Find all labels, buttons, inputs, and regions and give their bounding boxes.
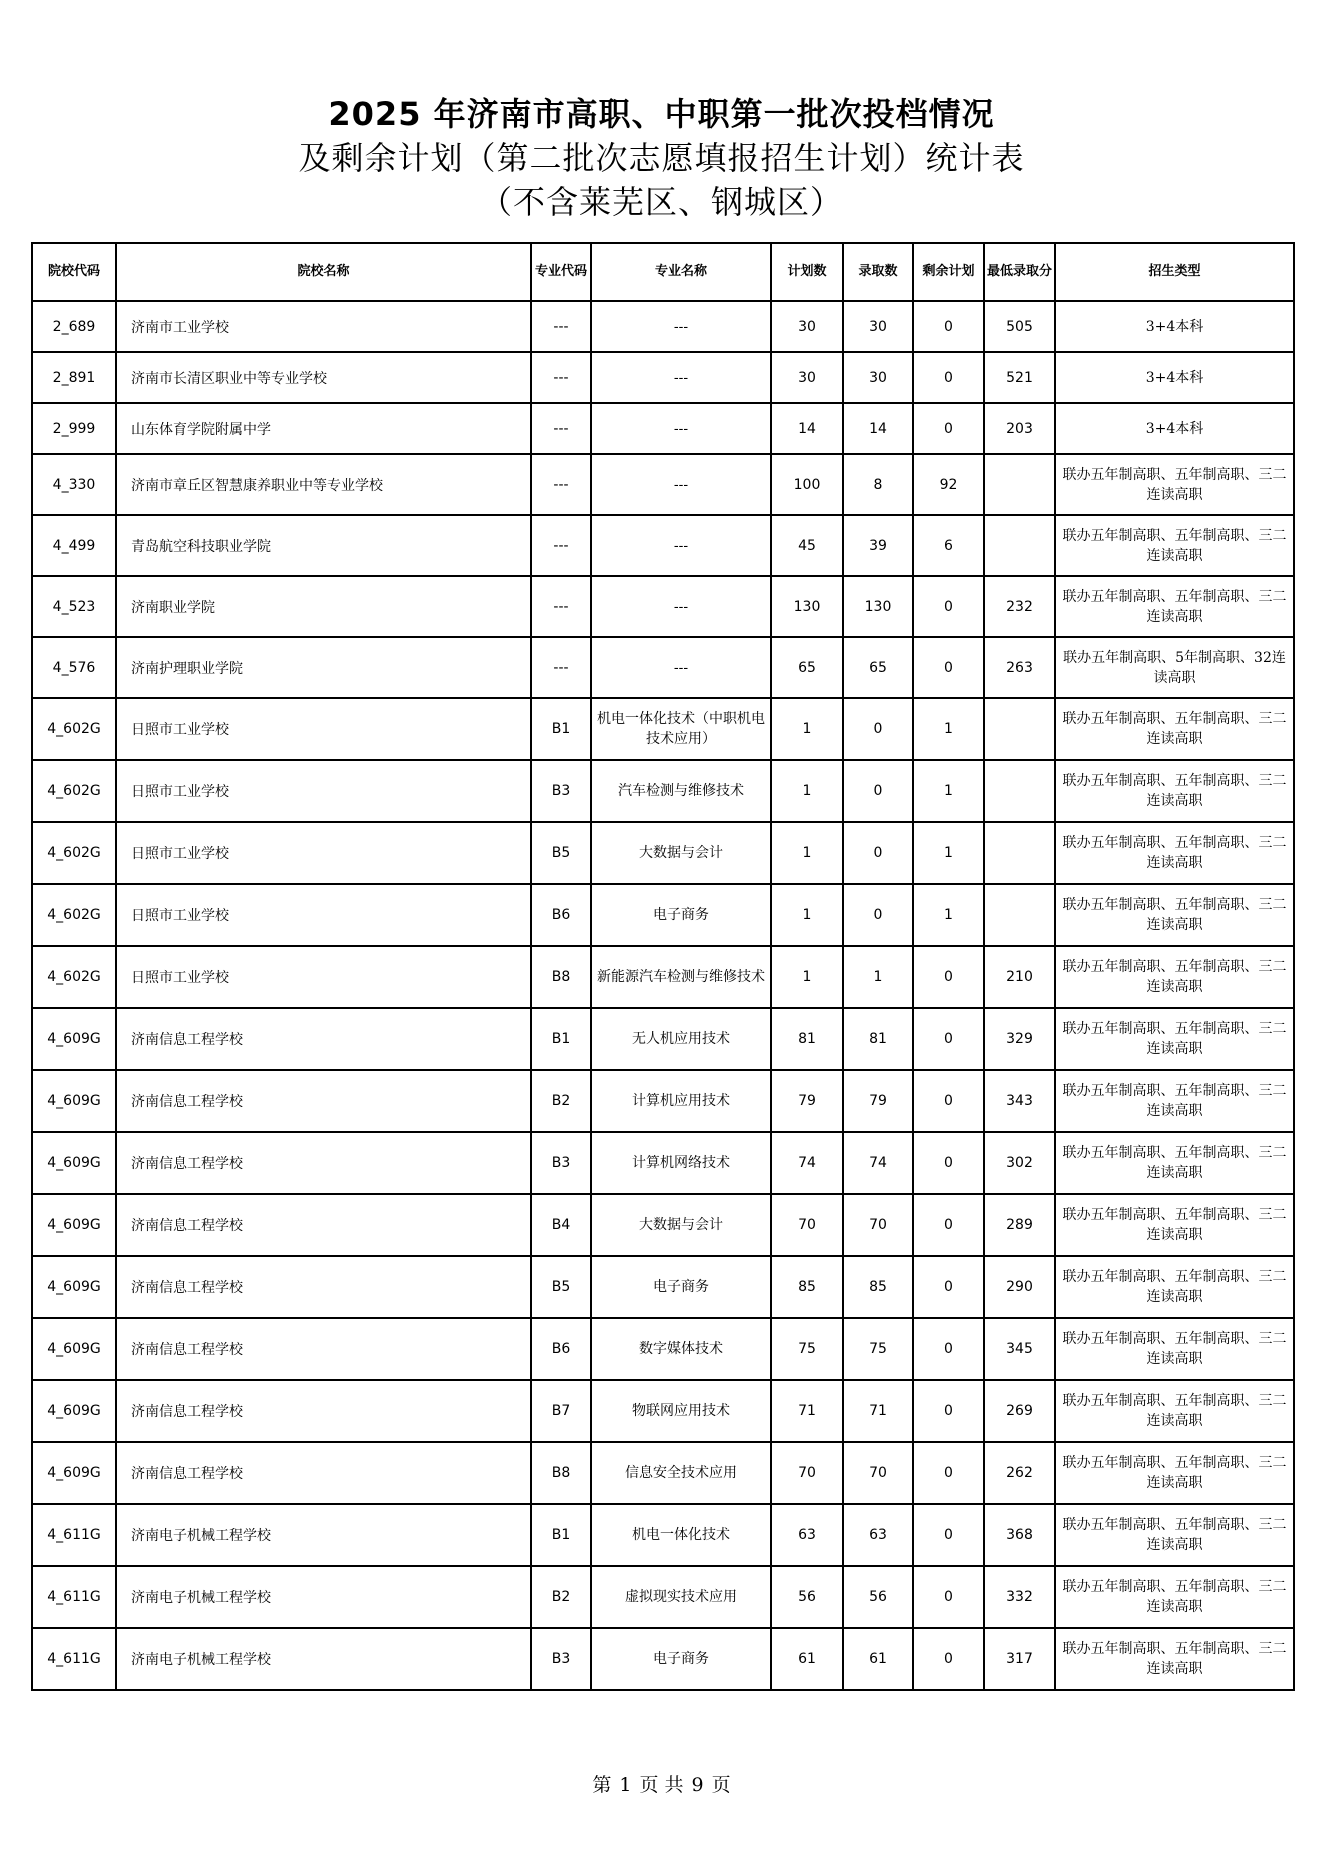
cell-enrollment-type: 联办五年制高职、五年制高职、三二连读高职 — [1055, 1628, 1294, 1690]
cell-school-name: 日照市工业学校 — [116, 884, 531, 946]
cell-major-code: --- — [531, 301, 591, 352]
cell-enrollment-type: 联办五年制高职、五年制高职、三二连读高职 — [1055, 1380, 1294, 1442]
cell-major-code: --- — [531, 352, 591, 403]
table-row — [32, 1194, 1294, 1256]
cell-min-score: 210 — [984, 946, 1055, 1008]
header-major-code: 专业代码 — [531, 243, 591, 301]
cell-remaining-plan: 1 — [913, 884, 984, 946]
cell-admitted-count: 79 — [843, 1070, 913, 1132]
cell-enrollment-type: 联办五年制高职、五年制高职、三二连读高职 — [1055, 698, 1294, 760]
cell-major-name: 物联网应用技术 — [591, 1380, 771, 1442]
header-school-code: 院校代码 — [32, 243, 116, 301]
cell-school-name: 日照市工业学校 — [116, 822, 531, 884]
cell-enrollment-type: 联办五年制高职、五年制高职、三二连读高职 — [1055, 760, 1294, 822]
title-line-1: 2025 年济南市高职、中职第一批次投档情况 — [328, 95, 995, 133]
cell-school-code: 4_576 — [32, 637, 116, 698]
cell-admitted-count: 30 — [843, 352, 913, 403]
cell-major-code: B1 — [531, 1008, 591, 1070]
cell-min-score: 302 — [984, 1132, 1055, 1194]
cell-remaining-plan: 0 — [913, 1194, 984, 1256]
cell-min-score: 290 — [984, 1256, 1055, 1318]
cell-admitted-count: 61 — [843, 1628, 913, 1690]
cell-enrollment-type: 联办五年制高职、五年制高职、三二连读高职 — [1055, 1504, 1294, 1566]
cell-plan-count: 85 — [771, 1256, 843, 1318]
cell-major-code: --- — [531, 637, 591, 698]
cell-enrollment-type: 联办五年制高职、五年制高职、三二连读高职 — [1055, 576, 1294, 637]
table-row — [32, 760, 1294, 822]
cell-major-name: 机电一体化技术（中职机电技术应用） — [591, 698, 771, 760]
cell-school-name: 济南信息工程学校 — [116, 1380, 531, 1442]
cell-school-name: 济南信息工程学校 — [116, 1318, 531, 1380]
cell-major-code: B8 — [531, 1442, 591, 1504]
cell-school-code: 4_523 — [32, 576, 116, 637]
cell-plan-count: 14 — [771, 403, 843, 454]
cell-plan-count: 81 — [771, 1008, 843, 1070]
cell-major-name: 大数据与会计 — [591, 1194, 771, 1256]
header-school-name: 院校名称 — [116, 243, 531, 301]
table-row — [32, 1442, 1294, 1504]
cell-enrollment-type: 联办五年制高职、五年制高职、三二连读高职 — [1055, 1132, 1294, 1194]
cell-major-name: --- — [591, 454, 771, 515]
cell-school-name: 济南信息工程学校 — [116, 1132, 531, 1194]
cell-remaining-plan: 0 — [913, 637, 984, 698]
cell-major-code: --- — [531, 576, 591, 637]
table-row — [32, 403, 1294, 454]
cell-major-name: 新能源汽车检测与维修技术 — [591, 946, 771, 1008]
cell-remaining-plan: 0 — [913, 1132, 984, 1194]
admission-table — [31, 242, 1295, 1691]
cell-plan-count: 75 — [771, 1318, 843, 1380]
cell-school-code: 4_602G — [32, 884, 116, 946]
cell-remaining-plan: 1 — [913, 698, 984, 760]
cell-school-name: 青岛航空科技职业学院 — [116, 515, 531, 576]
cell-admitted-count: 14 — [843, 403, 913, 454]
cell-remaining-plan: 0 — [913, 1380, 984, 1442]
cell-remaining-plan: 0 — [913, 1008, 984, 1070]
footer-suffix: 页 — [711, 1774, 731, 1796]
cell-remaining-plan: 0 — [913, 1318, 984, 1380]
table-row — [32, 352, 1294, 403]
header-enrollment-type: 招生类型 — [1055, 243, 1294, 301]
cell-min-score: 521 — [984, 352, 1055, 403]
cell-school-code: 4_609G — [32, 1380, 116, 1442]
cell-school-code: 2_689 — [32, 301, 116, 352]
cell-remaining-plan: 0 — [913, 946, 984, 1008]
cell-major-code: --- — [531, 403, 591, 454]
cell-min-score: 269 — [984, 1380, 1055, 1442]
footer-prefix: 第 — [592, 1774, 612, 1796]
cell-school-code: 4_602G — [32, 946, 116, 1008]
cell-admitted-count: 0 — [843, 822, 913, 884]
cell-school-name: 日照市工业学校 — [116, 946, 531, 1008]
cell-min-score: 505 — [984, 301, 1055, 352]
cell-school-code: 4_611G — [32, 1566, 116, 1628]
cell-major-code: --- — [531, 454, 591, 515]
cell-min-score: 329 — [984, 1008, 1055, 1070]
cell-plan-count: 70 — [771, 1194, 843, 1256]
cell-enrollment-type: 联办五年制高职、五年制高职、三二连读高职 — [1055, 515, 1294, 576]
cell-major-code: B2 — [531, 1070, 591, 1132]
header-min-score: 最低录取分 — [984, 243, 1055, 301]
cell-major-name: --- — [591, 403, 771, 454]
cell-min-score: 289 — [984, 1194, 1055, 1256]
cell-admitted-count: 56 — [843, 1566, 913, 1628]
cell-school-code: 4_609G — [32, 1442, 116, 1504]
cell-school-code: 4_330 — [32, 454, 116, 515]
cell-min-score: 203 — [984, 403, 1055, 454]
table-row — [32, 1628, 1294, 1690]
cell-school-code: 4_499 — [32, 515, 116, 576]
table-row — [32, 301, 1294, 352]
cell-school-code: 4_611G — [32, 1628, 116, 1690]
cell-enrollment-type: 联办五年制高职、五年制高职、三二连读高职 — [1055, 884, 1294, 946]
cell-school-name: 济南信息工程学校 — [116, 1008, 531, 1070]
cell-min-score: 368 — [984, 1504, 1055, 1566]
cell-remaining-plan: 0 — [913, 1256, 984, 1318]
cell-school-code: 4_602G — [32, 698, 116, 760]
cell-admitted-count: 85 — [843, 1256, 913, 1318]
cell-min-score: 232 — [984, 576, 1055, 637]
cell-school-code: 4_602G — [32, 760, 116, 822]
table-row — [32, 515, 1294, 576]
cell-school-name: 济南信息工程学校 — [116, 1070, 531, 1132]
cell-admitted-count: 0 — [843, 884, 913, 946]
table-row — [32, 1318, 1294, 1380]
cell-remaining-plan: 6 — [913, 515, 984, 576]
cell-plan-count: 63 — [771, 1504, 843, 1566]
cell-admitted-count: 8 — [843, 454, 913, 515]
cell-plan-count: 1 — [771, 884, 843, 946]
cell-school-name: 济南市工业学校 — [116, 301, 531, 352]
cell-major-code: B4 — [531, 1194, 591, 1256]
cell-plan-count: 1 — [771, 822, 843, 884]
cell-admitted-count: 0 — [843, 698, 913, 760]
cell-admitted-count: 74 — [843, 1132, 913, 1194]
cell-school-name: 济南市长清区职业中等专业学校 — [116, 352, 531, 403]
cell-school-name: 济南信息工程学校 — [116, 1194, 531, 1256]
cell-enrollment-type: 3+4本科 — [1055, 301, 1294, 352]
cell-school-name: 济南市章丘区智慧康养职业中等专业学校 — [116, 454, 531, 515]
cell-major-code: B2 — [531, 1566, 591, 1628]
cell-school-code: 4_602G — [32, 822, 116, 884]
cell-school-name: 济南职业学院 — [116, 576, 531, 637]
table-row — [32, 576, 1294, 637]
cell-admitted-count: 63 — [843, 1504, 913, 1566]
table-row — [32, 637, 1294, 698]
table-row — [32, 1132, 1294, 1194]
cell-school-code: 2_999 — [32, 403, 116, 454]
cell-plan-count: 74 — [771, 1132, 843, 1194]
cell-school-name: 济南信息工程学校 — [116, 1256, 531, 1318]
document-title — [0, 92, 1323, 224]
cell-remaining-plan: 0 — [913, 1628, 984, 1690]
cell-major-name: --- — [591, 576, 771, 637]
table-row — [32, 454, 1294, 515]
cell-remaining-plan: 0 — [913, 1566, 984, 1628]
cell-school-name: 山东体育学院附属中学 — [116, 403, 531, 454]
cell-admitted-count: 65 — [843, 637, 913, 698]
cell-enrollment-type: 联办五年制高职、五年制高职、三二连读高职 — [1055, 1256, 1294, 1318]
cell-remaining-plan: 1 — [913, 760, 984, 822]
cell-enrollment-type: 联办五年制高职、五年制高职、三二连读高职 — [1055, 1194, 1294, 1256]
cell-min-score — [984, 515, 1055, 576]
cell-plan-count: 30 — [771, 352, 843, 403]
cell-remaining-plan: 0 — [913, 403, 984, 454]
cell-remaining-plan: 0 — [913, 1070, 984, 1132]
cell-plan-count: 70 — [771, 1442, 843, 1504]
cell-remaining-plan: 0 — [913, 1504, 984, 1566]
cell-school-name: 济南护理职业学院 — [116, 637, 531, 698]
cell-min-score: 262 — [984, 1442, 1055, 1504]
cell-min-score: 263 — [984, 637, 1055, 698]
cell-plan-count: 100 — [771, 454, 843, 515]
cell-remaining-plan: 0 — [913, 1442, 984, 1504]
cell-min-score — [984, 884, 1055, 946]
cell-major-name: 电子商务 — [591, 1628, 771, 1690]
table-row — [32, 1504, 1294, 1566]
cell-enrollment-type: 3+4本科 — [1055, 352, 1294, 403]
cell-plan-count: 56 — [771, 1566, 843, 1628]
cell-plan-count: 45 — [771, 515, 843, 576]
cell-school-code: 4_611G — [32, 1504, 116, 1566]
cell-major-code: B3 — [531, 760, 591, 822]
cell-admitted-count: 75 — [843, 1318, 913, 1380]
cell-major-code: B5 — [531, 822, 591, 884]
cell-school-code: 2_891 — [32, 352, 116, 403]
cell-school-name: 日照市工业学校 — [116, 760, 531, 822]
cell-major-code: B7 — [531, 1380, 591, 1442]
cell-plan-count: 79 — [771, 1070, 843, 1132]
cell-enrollment-type: 联办五年制高职、五年制高职、三二连读高职 — [1055, 1442, 1294, 1504]
cell-school-code: 4_609G — [32, 1008, 116, 1070]
cell-enrollment-type: 联办五年制高职、五年制高职、三二连读高职 — [1055, 946, 1294, 1008]
cell-major-name: 信息安全技术应用 — [591, 1442, 771, 1504]
cell-admitted-count: 0 — [843, 760, 913, 822]
title-line-2: 及剩余计划（第二批次志愿填报招生计划）统计表 — [298, 139, 1025, 177]
cell-school-name: 济南电子机械工程学校 — [116, 1566, 531, 1628]
cell-plan-count: 65 — [771, 637, 843, 698]
cell-enrollment-type: 联办五年制高职、五年制高职、三二连读高职 — [1055, 1566, 1294, 1628]
cell-school-name: 济南电子机械工程学校 — [116, 1628, 531, 1690]
cell-enrollment-type: 联办五年制高职、五年制高职、三二连读高职 — [1055, 454, 1294, 515]
cell-major-name: 汽车检测与维修技术 — [591, 760, 771, 822]
footer-page-number: 1 — [619, 1774, 632, 1796]
cell-min-score: 343 — [984, 1070, 1055, 1132]
cell-plan-count: 1 — [771, 946, 843, 1008]
cell-admitted-count: 70 — [843, 1194, 913, 1256]
table-row — [32, 1070, 1294, 1132]
page-footer — [0, 1770, 1323, 1797]
cell-plan-count: 71 — [771, 1380, 843, 1442]
cell-min-score: 345 — [984, 1318, 1055, 1380]
cell-major-name: 大数据与会计 — [591, 822, 771, 884]
cell-plan-count: 61 — [771, 1628, 843, 1690]
header-major-name: 专业名称 — [591, 243, 771, 301]
cell-major-code: B6 — [531, 884, 591, 946]
cell-major-code: B3 — [531, 1628, 591, 1690]
cell-major-code: B5 — [531, 1256, 591, 1318]
cell-remaining-plan: 0 — [913, 301, 984, 352]
cell-major-name: --- — [591, 515, 771, 576]
cell-min-score — [984, 454, 1055, 515]
cell-remaining-plan: 1 — [913, 822, 984, 884]
cell-school-name: 日照市工业学校 — [116, 698, 531, 760]
cell-plan-count: 130 — [771, 576, 843, 637]
cell-remaining-plan: 0 — [913, 576, 984, 637]
cell-min-score: 332 — [984, 1566, 1055, 1628]
cell-major-name: 计算机应用技术 — [591, 1070, 771, 1132]
footer-middle: 页 共 — [639, 1774, 684, 1796]
table-row — [32, 1380, 1294, 1442]
cell-enrollment-type: 3+4本科 — [1055, 403, 1294, 454]
cell-major-name: --- — [591, 301, 771, 352]
header-admitted-count: 录取数 — [843, 243, 913, 301]
cell-major-name: 无人机应用技术 — [591, 1008, 771, 1070]
table-row — [32, 698, 1294, 760]
table-row — [32, 1008, 1294, 1070]
table-row — [32, 1256, 1294, 1318]
cell-major-code: B3 — [531, 1132, 591, 1194]
table-row — [32, 1566, 1294, 1628]
table-header-row — [32, 243, 1294, 301]
table-row — [32, 946, 1294, 1008]
cell-min-score: 317 — [984, 1628, 1055, 1690]
cell-admitted-count: 81 — [843, 1008, 913, 1070]
cell-school-code: 4_609G — [32, 1194, 116, 1256]
cell-major-name: 电子商务 — [591, 884, 771, 946]
cell-admitted-count: 71 — [843, 1380, 913, 1442]
cell-school-name: 济南信息工程学校 — [116, 1442, 531, 1504]
cell-enrollment-type: 联办五年制高职、五年制高职、三二连读高职 — [1055, 1008, 1294, 1070]
cell-school-code: 4_609G — [32, 1318, 116, 1380]
cell-major-name: 计算机网络技术 — [591, 1132, 771, 1194]
cell-min-score — [984, 698, 1055, 760]
cell-major-code: --- — [531, 515, 591, 576]
header-remaining-plan: 剩余计划 — [913, 243, 984, 301]
cell-school-name: 济南电子机械工程学校 — [116, 1504, 531, 1566]
footer-total-pages: 9 — [691, 1774, 704, 1796]
cell-enrollment-type: 联办五年制高职、5年制高职、32连读高职 — [1055, 637, 1294, 698]
cell-major-name: 机电一体化技术 — [591, 1504, 771, 1566]
table-row — [32, 822, 1294, 884]
cell-admitted-count: 130 — [843, 576, 913, 637]
cell-remaining-plan: 0 — [913, 352, 984, 403]
cell-enrollment-type: 联办五年制高职、五年制高职、三二连读高职 — [1055, 1070, 1294, 1132]
cell-admitted-count: 39 — [843, 515, 913, 576]
cell-major-name: 数字媒体技术 — [591, 1318, 771, 1380]
cell-plan-count: 30 — [771, 301, 843, 352]
cell-major-name: 电子商务 — [591, 1256, 771, 1318]
cell-major-name: 虚拟现实技术应用 — [591, 1566, 771, 1628]
cell-enrollment-type: 联办五年制高职、五年制高职、三二连读高职 — [1055, 822, 1294, 884]
cell-plan-count: 1 — [771, 698, 843, 760]
cell-school-code: 4_609G — [32, 1256, 116, 1318]
cell-admitted-count: 30 — [843, 301, 913, 352]
cell-major-name: --- — [591, 637, 771, 698]
cell-school-code: 4_609G — [32, 1070, 116, 1132]
cell-major-code: B8 — [531, 946, 591, 1008]
cell-enrollment-type: 联办五年制高职、五年制高职、三二连读高职 — [1055, 1318, 1294, 1380]
cell-min-score — [984, 822, 1055, 884]
title-line-3: （不含莱芜区、钢城区） — [479, 183, 843, 221]
cell-major-code: B1 — [531, 1504, 591, 1566]
table-row — [32, 884, 1294, 946]
cell-plan-count: 1 — [771, 760, 843, 822]
cell-major-name: --- — [591, 352, 771, 403]
cell-admitted-count: 1 — [843, 946, 913, 1008]
header-plan-count: 计划数 — [771, 243, 843, 301]
cell-min-score — [984, 760, 1055, 822]
cell-school-code: 4_609G — [32, 1132, 116, 1194]
cell-admitted-count: 70 — [843, 1442, 913, 1504]
cell-major-code: B6 — [531, 1318, 591, 1380]
cell-major-code: B1 — [531, 698, 591, 760]
cell-remaining-plan: 92 — [913, 454, 984, 515]
